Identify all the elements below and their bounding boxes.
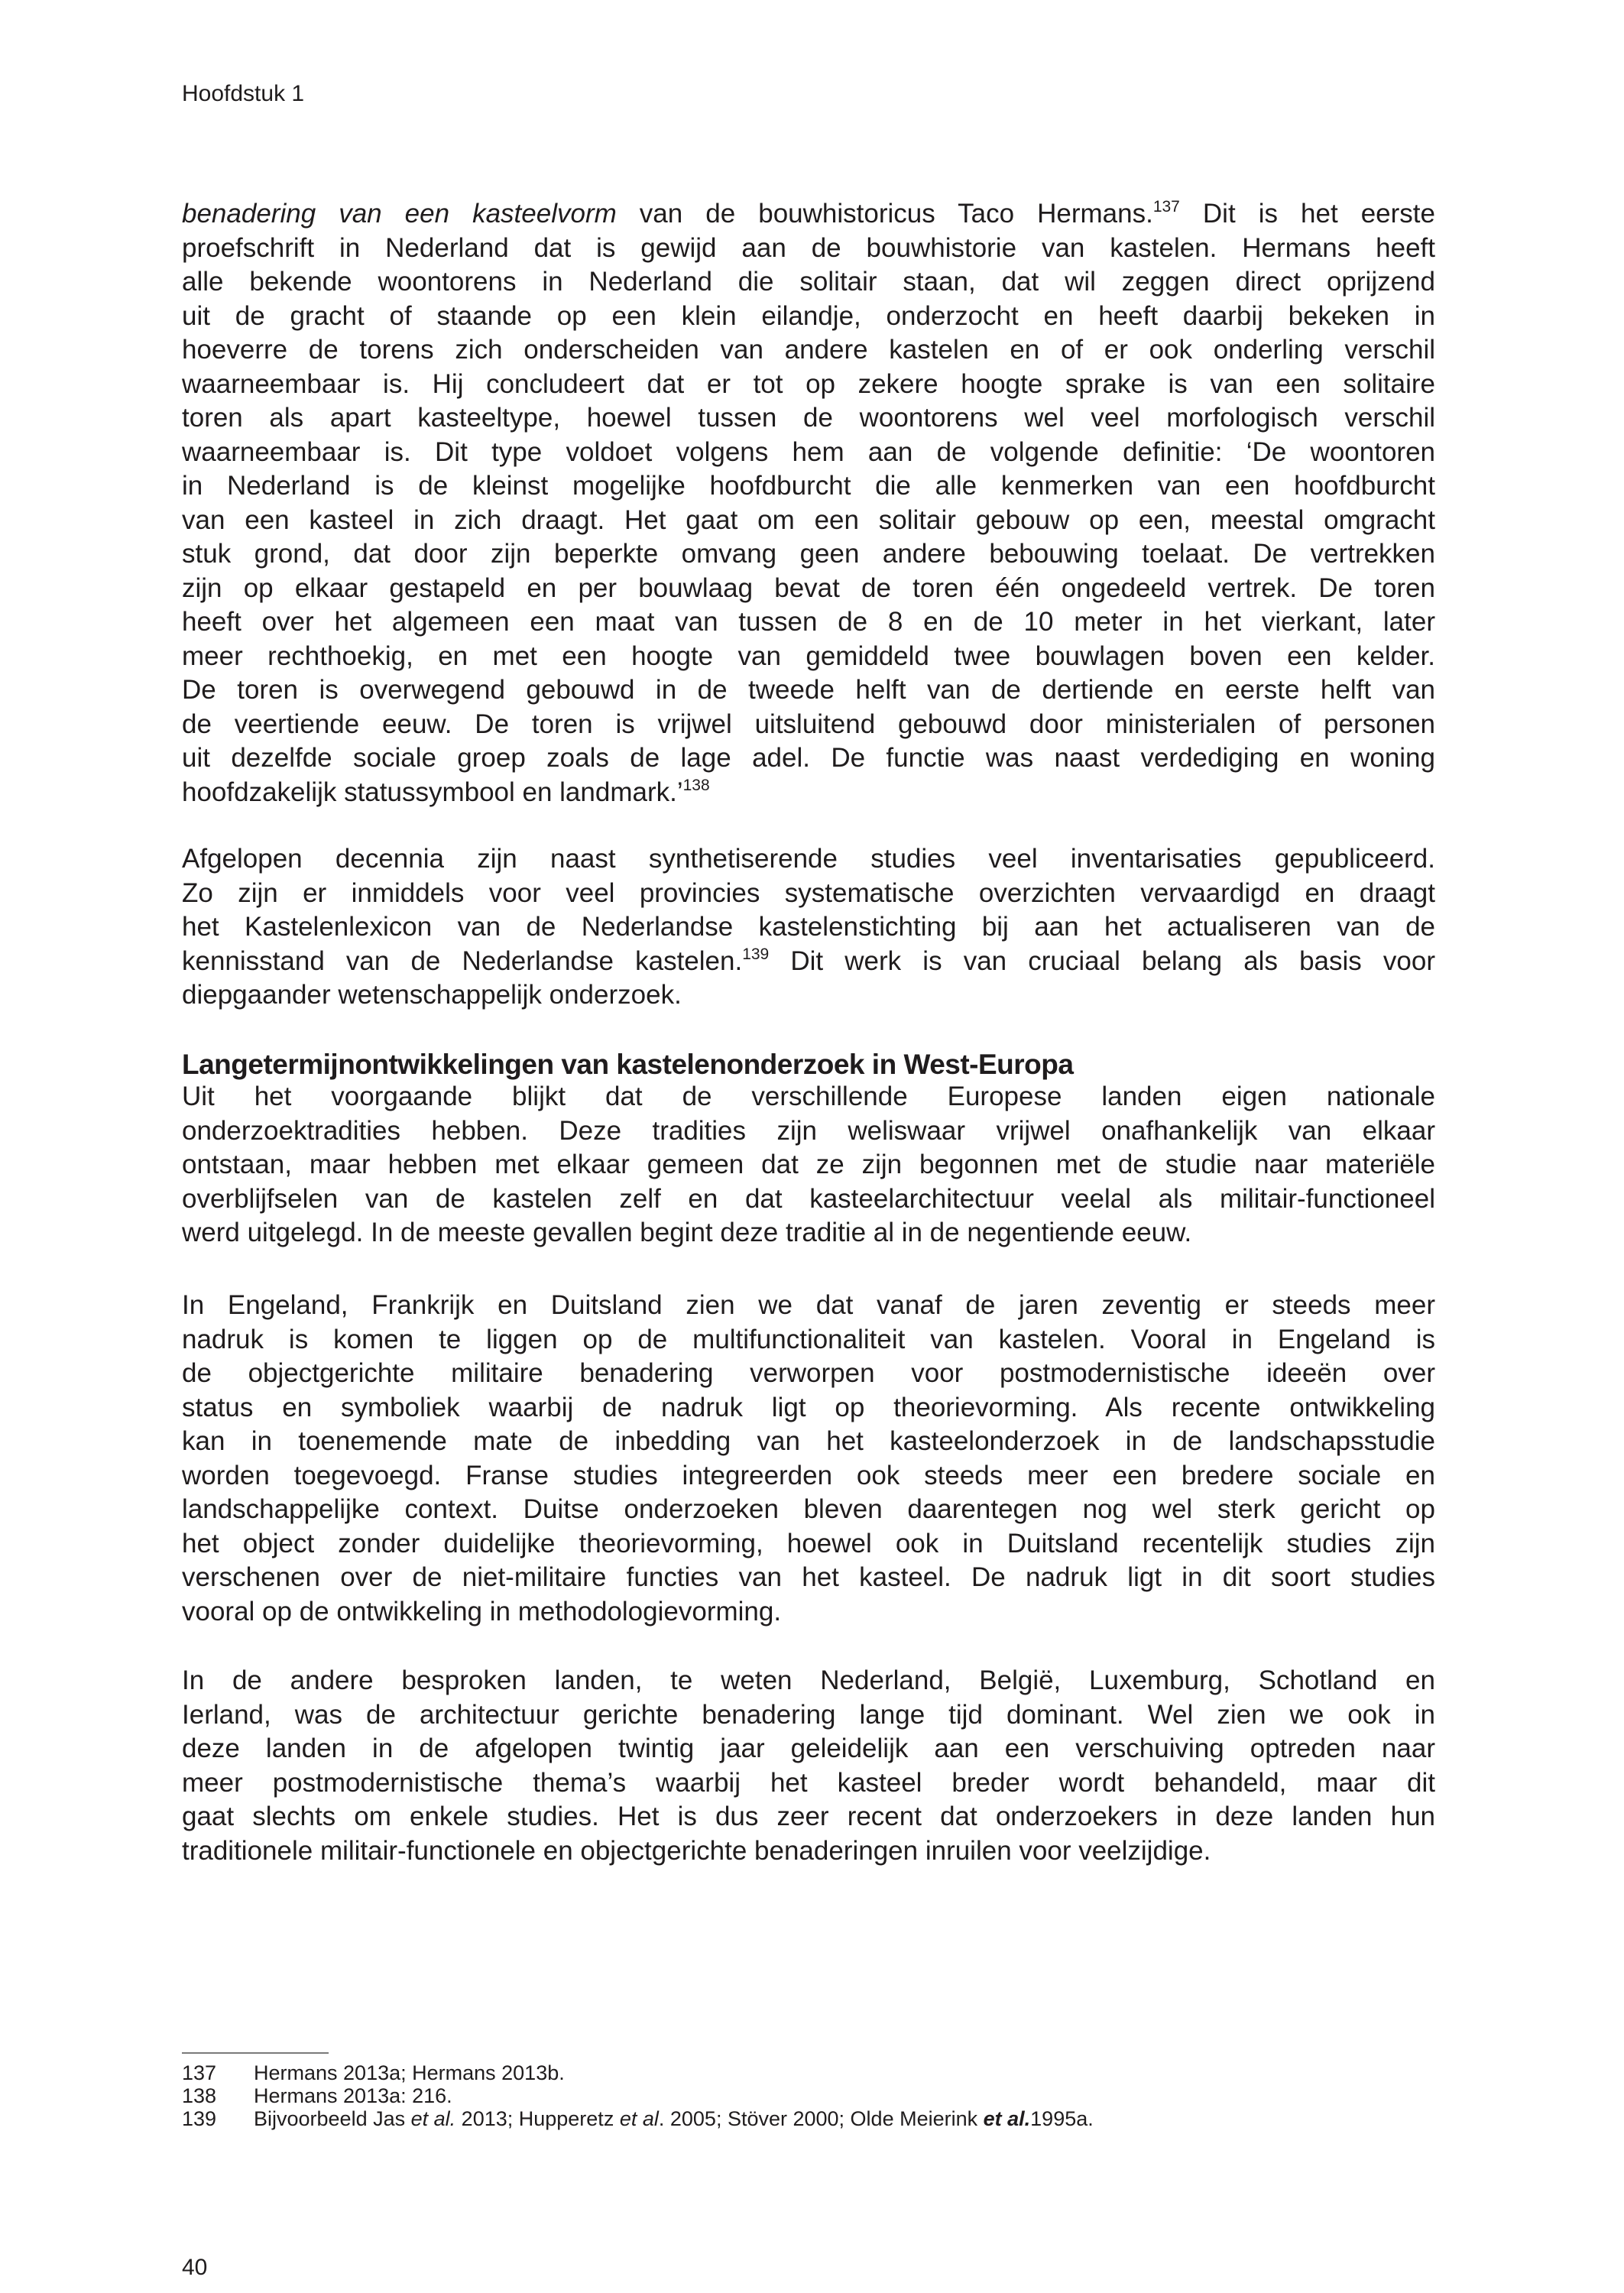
text-run: vooral op de ontwikkeling in methodologievorming. — [182, 1596, 782, 1627]
text-run: hoofdzakelijk statussymbool en landmark.’ — [182, 777, 683, 807]
text-run: toren als apart kasteeltype, hoewel tussen de woontorens wel veel morfologisch verschil — [182, 403, 1435, 433]
text-run: nadruk is komen te liggen op de multifunctionaliteit van kastelen. Vooral in Engeland is — [182, 1324, 1435, 1354]
text-line — [182, 1323, 1435, 1357]
line-content — [182, 1529, 1435, 1558]
text-line — [182, 1216, 1435, 1250]
text-run: uit de gracht of staande op een klein eilandje, onderzocht en heeft daarbij bekeken in — [182, 300, 1435, 331]
text-line — [182, 572, 1435, 606]
line-content — [182, 1393, 1435, 1422]
text-run: ontstaan, maar hebben met elkaar gemeen dat ze zijn begonnen met de studie naar materiële — [182, 1150, 1435, 1179]
text-run: Hermans 2013a: 216. — [254, 2084, 452, 2107]
text-run: Dit is het eerste — [1179, 199, 1435, 229]
line-content — [182, 912, 1435, 942]
text-run: meer rechthoekig, en met een hoogte van gemiddeld twee bouwlagen boven een kelder. — [182, 641, 1435, 671]
text-line — [182, 504, 1435, 538]
text-run: overblijfselen van de kastelen zelf en dat kasteelarchitectuur veelal als militair-functioneel — [182, 1183, 1435, 1214]
text-run: alle bekende woontorens in Nederland die solitair staan, dat wil zeggen direct oprijzend — [182, 267, 1435, 297]
paragraph — [182, 1080, 1435, 1250]
text-line — [182, 232, 1435, 266]
text-line — [182, 333, 1435, 368]
text-run: uit dezelfde sociale groep zoals de lage adel. De functie was naast verdediging en woning — [182, 743, 1435, 773]
text-run: In Engeland, Frankrijk en Duitsland zien we dat vanaf de jaren zeventig er steeds meer — [182, 1290, 1435, 1320]
line-content — [182, 199, 1435, 229]
text-line — [182, 605, 1435, 640]
text-line — [182, 1834, 1435, 1869]
footnote — [182, 2107, 1094, 2130]
line-content — [182, 878, 1435, 908]
paragraph — [182, 1289, 1435, 1629]
line-content — [182, 267, 1435, 297]
text-run: . 2005; Stöver 2000; Olde Meierink — [658, 2107, 984, 2130]
running-header: Hoofdstuk 1 — [182, 81, 305, 106]
text-line — [182, 978, 1435, 1013]
line-content — [182, 335, 1435, 365]
text-run: meer postmodernistische thema’s waarbij het kasteel breder wordt behandeld, maar dit — [182, 1767, 1435, 1798]
text-line — [182, 197, 1435, 232]
text-line — [182, 1391, 1435, 1425]
text-line — [182, 842, 1435, 877]
text-line — [182, 640, 1435, 674]
footnote-number: 138 — [182, 2084, 217, 2107]
text-line — [182, 673, 1435, 708]
text-run: worden toegevoegd. Franse studies integreerden ook steeds meer een bredere sociale en — [182, 1460, 1435, 1490]
text-run: van de bouwhistoricus Taco Hermans. — [616, 199, 1153, 229]
line-content — [182, 437, 1435, 467]
text-line — [182, 1561, 1435, 1595]
text-run: waarneembaar is. Dit type voldoet volgens hem aan de volgende definitie: ‘De woontoren — [182, 436, 1435, 467]
line-content — [182, 1184, 1435, 1214]
line-content — [182, 1494, 1435, 1524]
line-content — [182, 641, 1435, 671]
text-line — [182, 1595, 1435, 1630]
text-run: gaat slechts om enkele studies. Het is dus zeer recent dat onderzoekers in deze landen hun — [182, 1802, 1435, 1831]
text-run: kennisstand van de Nederlandse kastelen. — [182, 945, 743, 976]
text-run: 1995a. — [1030, 2107, 1094, 2130]
text-run: verschenen over de niet-militaire functies van het kasteel. De nadruk ligt in dit soort studies — [182, 1562, 1435, 1592]
text-run: traditionele militair-functionele en objectgerichte benaderingen inruilen voor veelzijdige. — [182, 1835, 1211, 1866]
text-run: kan in toenemende mate de inbedding van het kasteelonderzoek in de landschapsstudie — [182, 1426, 1435, 1456]
paragraph — [182, 842, 1435, 1013]
text-line — [182, 910, 1435, 945]
line-content — [182, 777, 710, 807]
text-run: stuk grond, dat door zijn beperkte omvang geen andere bebouwing toelaat. De vertrekken — [182, 539, 1435, 569]
line-content — [182, 1665, 1435, 1695]
text-line — [182, 1800, 1435, 1834]
line-content — [182, 471, 1435, 501]
text-line — [182, 436, 1435, 470]
text-line — [182, 1289, 1435, 1323]
text-run: In de andere besproken landen, te weten Nederland, België, Luxemburg, Schotland en — [182, 1665, 1435, 1695]
text-run: proefschrift in Nederland dat is gewijd aan de bouwhistorie van kastelen. Hermans heeft — [182, 232, 1435, 263]
text-line — [182, 1425, 1435, 1459]
footnote-reference: 137 — [1152, 198, 1180, 216]
text-line — [182, 1080, 1435, 1114]
text-run: het Kastelenlexicon van de Nederlandse kastelenstichting bij aan het actualiseren van de — [182, 912, 1435, 942]
line-content — [182, 607, 1435, 637]
line-content — [182, 709, 1435, 739]
paragraph — [182, 197, 1435, 809]
text-run: 2013; Hupperetz — [455, 2107, 620, 2130]
text-line — [182, 1698, 1435, 1733]
line-content — [182, 1768, 1435, 1798]
text-run: onderzoektradities hebben. Deze tradities zijn weliswaar vrijwel onafhankelijk van elkaar — [182, 1115, 1435, 1146]
text-run: van een kasteel in zich draagt. Het gaat om een solitair gebouw op een, meestal omgracht — [182, 504, 1435, 535]
line-content — [182, 1218, 1191, 1247]
footnote-number: 137 — [182, 2061, 217, 2084]
text-line — [182, 1493, 1435, 1527]
text-line — [182, 1527, 1435, 1562]
text-line — [182, 265, 1435, 300]
text-run: waarneembaar is. Hij concludeert dat er tot op zekere hoogte sprake is van een solitaire — [182, 368, 1435, 399]
line-content — [182, 301, 1435, 331]
text-line — [182, 368, 1435, 402]
text-line — [182, 1459, 1435, 1494]
text-line — [182, 401, 1435, 436]
line-content — [182, 1116, 1435, 1146]
emphasis-text: et al. — [410, 2107, 456, 2130]
footnote — [182, 2061, 565, 2084]
text-run: Hermans 2013a; Hermans 2013b. — [254, 2061, 565, 2084]
line-content — [182, 1802, 1435, 1831]
text-run: zijn op elkaar gestapeld en per bouwlaag bevat de toren één ongedeeld vertrek. De toren — [182, 572, 1435, 603]
text-line — [182, 708, 1435, 742]
line-content — [182, 539, 1435, 569]
text-line — [182, 776, 1435, 810]
text-line — [182, 1357, 1435, 1391]
line-content — [182, 1734, 1435, 1763]
text-run: De toren is overwegend gebouwd in de tweede helft van de dertiende en eerste helft van — [182, 675, 1435, 705]
footnote-reference: 138 — [682, 776, 710, 794]
line-content — [182, 369, 1435, 399]
text-run: deze landen in de afgelopen twintig jaar geleidelijk aan een verschuiving optreden naar — [182, 1734, 1435, 1763]
emphasis-text: et al — [619, 2107, 659, 2130]
footnote-reference: 139 — [742, 945, 770, 963]
text-run: diepgaander wetenschappelijk onderzoek. — [182, 980, 682, 1010]
footnote-number: 139 — [182, 2107, 217, 2130]
line-content — [182, 980, 682, 1010]
line-content — [182, 505, 1435, 535]
line-content — [182, 1562, 1435, 1592]
footnote-divider — [182, 2052, 329, 2054]
page-number: 40 — [182, 2255, 208, 2280]
text-line — [182, 300, 1435, 334]
text-run: Bijvoorbeeld Jas — [254, 2107, 411, 2130]
text-run: het object zonder duidelijke theorievorming, hoewel ook in Duitsland recentelijk studies zijn — [182, 1528, 1435, 1558]
text-line — [182, 1148, 1435, 1182]
line-content — [182, 233, 1435, 263]
text-line — [182, 1182, 1435, 1217]
text-run: Ierland, was de architectuur gerichte benadering lange tijd dominant. Wel zien we ook in — [182, 1699, 1435, 1730]
text-run: landschappelijke context. Duitse onderzoeken bleven daarentegen nog wel sterk gericht op — [182, 1494, 1435, 1524]
text-line — [182, 537, 1435, 572]
footnote — [182, 2084, 452, 2107]
text-line — [182, 469, 1435, 504]
text-line — [182, 1766, 1435, 1801]
line-content — [182, 1290, 1435, 1320]
line-content — [182, 1836, 1211, 1866]
line-content — [182, 1597, 781, 1627]
text-line — [182, 1114, 1435, 1149]
text-line — [182, 1664, 1435, 1698]
text-run: status en symboliek waarbij de nadruk ligt op theorievorming. Als recente ontwikkeling — [182, 1392, 1435, 1422]
line-content — [182, 573, 1435, 603]
line-content — [182, 844, 1435, 874]
text-run: Afgelopen decennia zijn naast synthetiserende studies veel inventarisaties gepubliceerd. — [182, 844, 1435, 874]
line-content — [182, 743, 1435, 773]
text-line — [182, 877, 1435, 911]
section-heading: Langetermijnontwikkelingen van kastelenonderzoek in West-Europa — [182, 1049, 1074, 1080]
text-run: de objectgerichte militaire benadering verworpen voor postmodernistische ideeën over — [182, 1358, 1435, 1388]
text-run: Uit het voorgaande blijkt dat de verschillende Europese landen eigen nationale — [182, 1082, 1435, 1111]
emphasis-text: benadering van een kasteelvorm — [182, 199, 617, 229]
text-run: heeft over het algemeen een maat van tussen de 8 en de 10 meter in het vierkant, later — [182, 607, 1435, 637]
text-run: Dit werk is van cruciaal belang als basis voor — [769, 945, 1435, 976]
paragraph — [182, 1664, 1435, 1868]
text-run: de veertiende eeuw. De toren is vrijwel uitsluitend gebouwd door ministerialen of personen — [182, 709, 1435, 739]
text-run: Zo zijn er inmiddels voor veel provincies systematische overzichten vervaardigd en draagt — [182, 877, 1435, 908]
text-line — [182, 741, 1435, 776]
line-content — [182, 946, 1435, 976]
text-run: hoeverre de torens zich onderscheiden van andere kastelen en of er ook onderling verschil — [182, 335, 1435, 365]
text-run: in Nederland is de kleinst mogelijke hoofdburcht die alle kenmerken van een hoofdburcht — [182, 471, 1435, 501]
line-content — [182, 675, 1435, 705]
line-content — [182, 1082, 1435, 1111]
line-content — [182, 1426, 1435, 1456]
line-content — [182, 1150, 1435, 1179]
line-content — [182, 1358, 1435, 1388]
text-line — [182, 1732, 1435, 1766]
line-content — [182, 1325, 1435, 1354]
text-run: werd uitgelegd. In de meeste gevallen begint deze traditie al in de negentiende eeuw. — [182, 1218, 1192, 1247]
line-content — [182, 403, 1435, 433]
emphasis-text: et al. — [983, 2107, 1031, 2130]
line-content — [182, 1700, 1435, 1730]
line-content — [182, 1461, 1435, 1490]
text-line — [182, 945, 1435, 979]
